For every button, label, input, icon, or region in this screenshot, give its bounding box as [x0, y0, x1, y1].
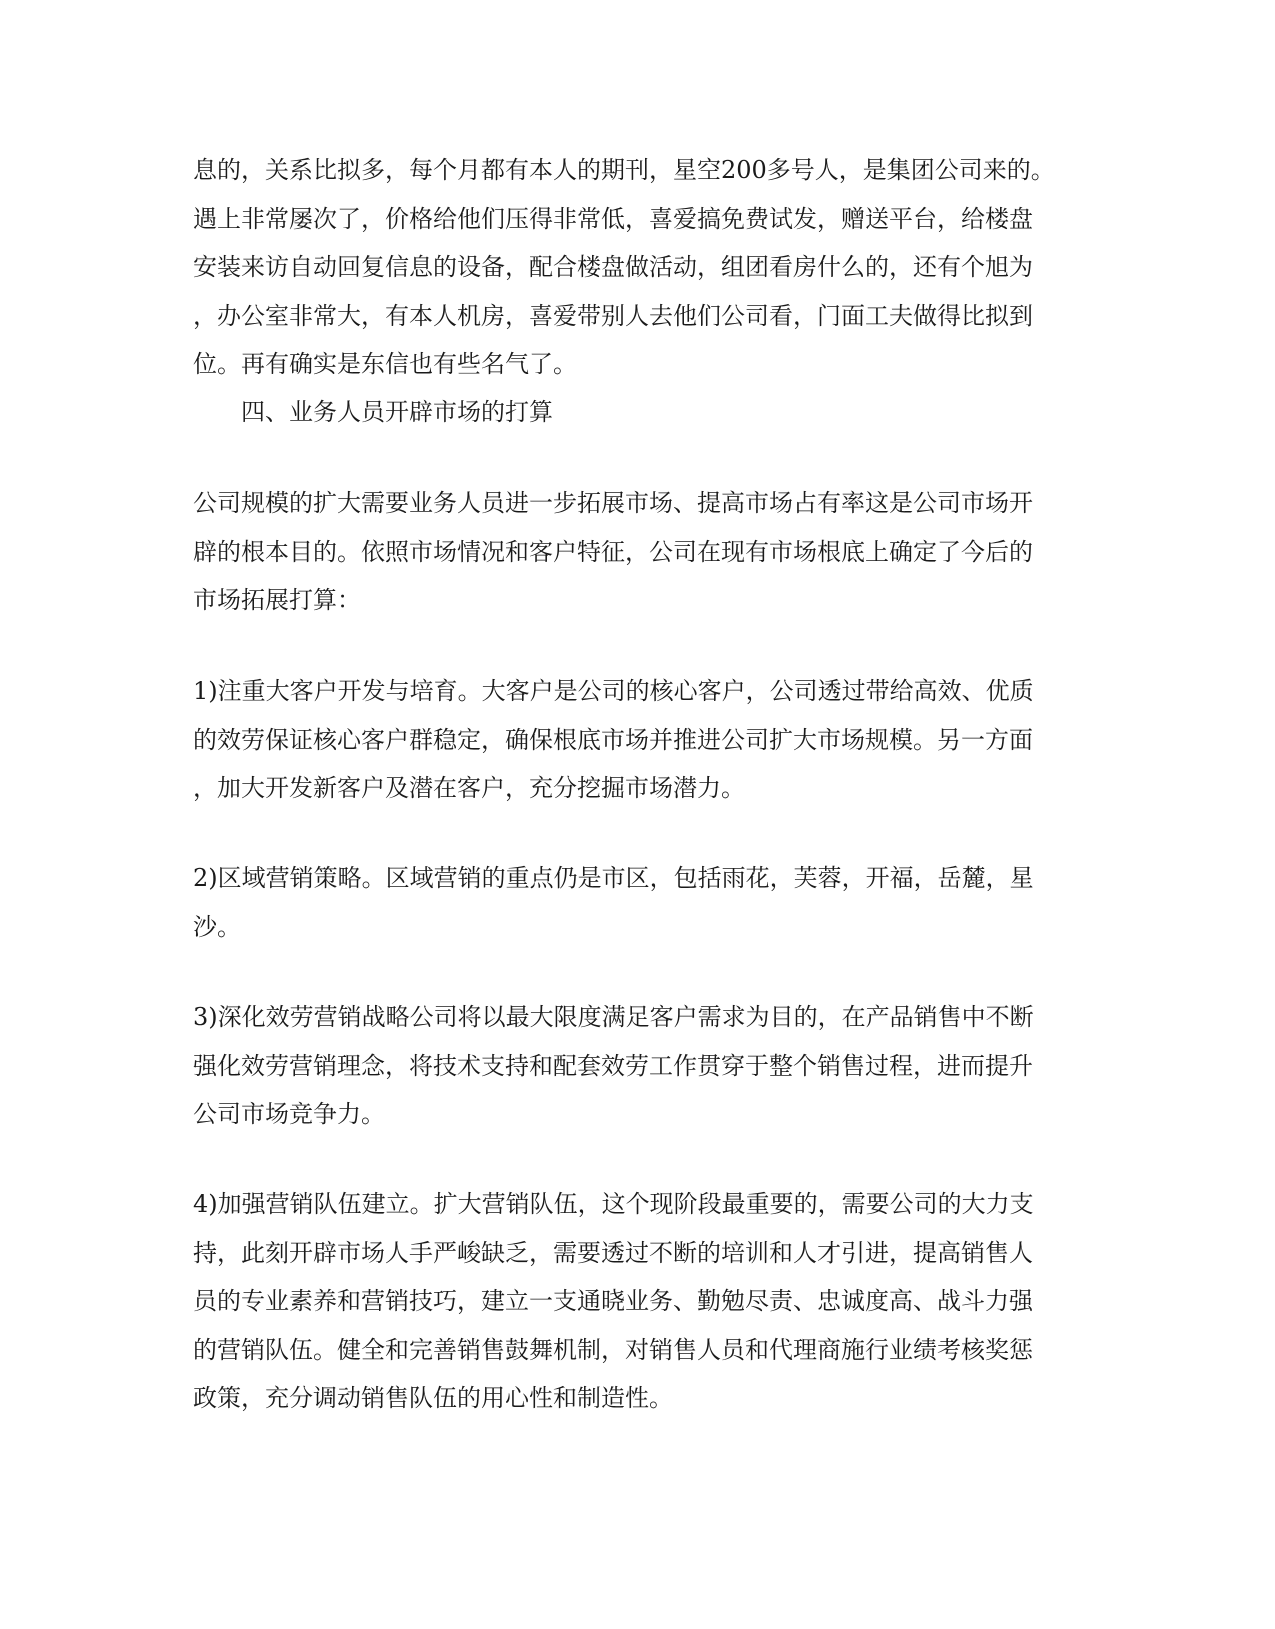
section-heading: [193, 388, 1121, 437]
text-line: 持，此刻开辟市场人手严峻缺乏，需要透过不断的培训和人才引进，提高销售人: [193, 1238, 1033, 1267]
text-line: 遇上非常屡次了，价格给他们压得非常低，喜爱搞免费试发，赠送平台，给楼盘: [193, 204, 1033, 233]
text-line: 息的，关系比拟多，每个月都有本人的期刊，星空200多号人，是集团公司来的。: [193, 156, 1055, 184]
text-line: 安装来访自动回复信息的设备，配合楼盘做活动，组团看房什么的，还有个旭为: [193, 253, 1033, 281]
text-line: 4)加强营销队伍建立。扩大营销队伍，这个现阶段最重要的，需要公司的大力支: [193, 1190, 1034, 1218]
text-line: 政策，充分调动销售队伍的用心性和制造性。: [193, 1384, 673, 1412]
section-heading-text: 四、业务人员开辟市场的打算: [241, 398, 553, 426]
paragraph-competitor-notes: [193, 146, 1073, 389]
text-line: 1)注重大客户开发与培育。大客户是公司的核心客户，公司透过带给高效、优质: [193, 677, 1034, 705]
text-line: 的效劳保证核心客户群稳定，确保根底市场并推进公司扩大市场规模。另一方面: [193, 725, 1033, 754]
text-line: 位。再有确实是东信也有些名气了。: [193, 350, 577, 378]
paragraph-item-3: [193, 993, 1073, 1139]
paragraph-item-2: [193, 854, 1073, 951]
text-line: ，加大开发新客户及潜在客户，充分挖掘市场潜力。: [193, 774, 745, 802]
text-line: 公司规模的扩大需要业务人员进一步拓展市场、提高市场占有率这是公司市场开: [193, 489, 1033, 517]
text-line: 市场拓展打算：: [193, 586, 361, 614]
text-line: 2)区域营销策略。区域营销的重点仍是市区，包括雨花，芙蓉，开福，岳麓，星: [193, 864, 1034, 892]
text-line: 的营销队伍。健全和完善销售鼓舞机制，对销售人员和代理商施行业绩考核奖惩: [193, 1335, 1033, 1364]
text-line: ，办公室非常大，有本人机房，喜爱带别人去他们公司看，门面工夫做得比拟到: [193, 301, 1033, 330]
text-line: 辟的根本目的。依照市场情况和客户特征，公司在现有市场根底上确定了今后的: [193, 537, 1033, 566]
text-line: 沙。: [193, 912, 241, 941]
text-line: 强化效劳营销理念，将技术支持和配套效劳工作贯穿于整个销售过程，进而提升: [193, 1051, 1033, 1080]
paragraph-item-4: [193, 1180, 1073, 1423]
text-line: 公司市场竞争力。: [193, 1100, 385, 1128]
text-line: 员的专业素养和营销技巧，建立一支通晓业务、勤勉尽责、忠诚度高、战斗力强: [193, 1287, 1033, 1315]
paragraph-intro: [193, 479, 1073, 625]
text-line: 3)深化效劳营销战略公司将以最大限度满足客户需求为目的，在产品销售中不断: [193, 1003, 1034, 1031]
paragraph-item-1: [193, 667, 1073, 813]
